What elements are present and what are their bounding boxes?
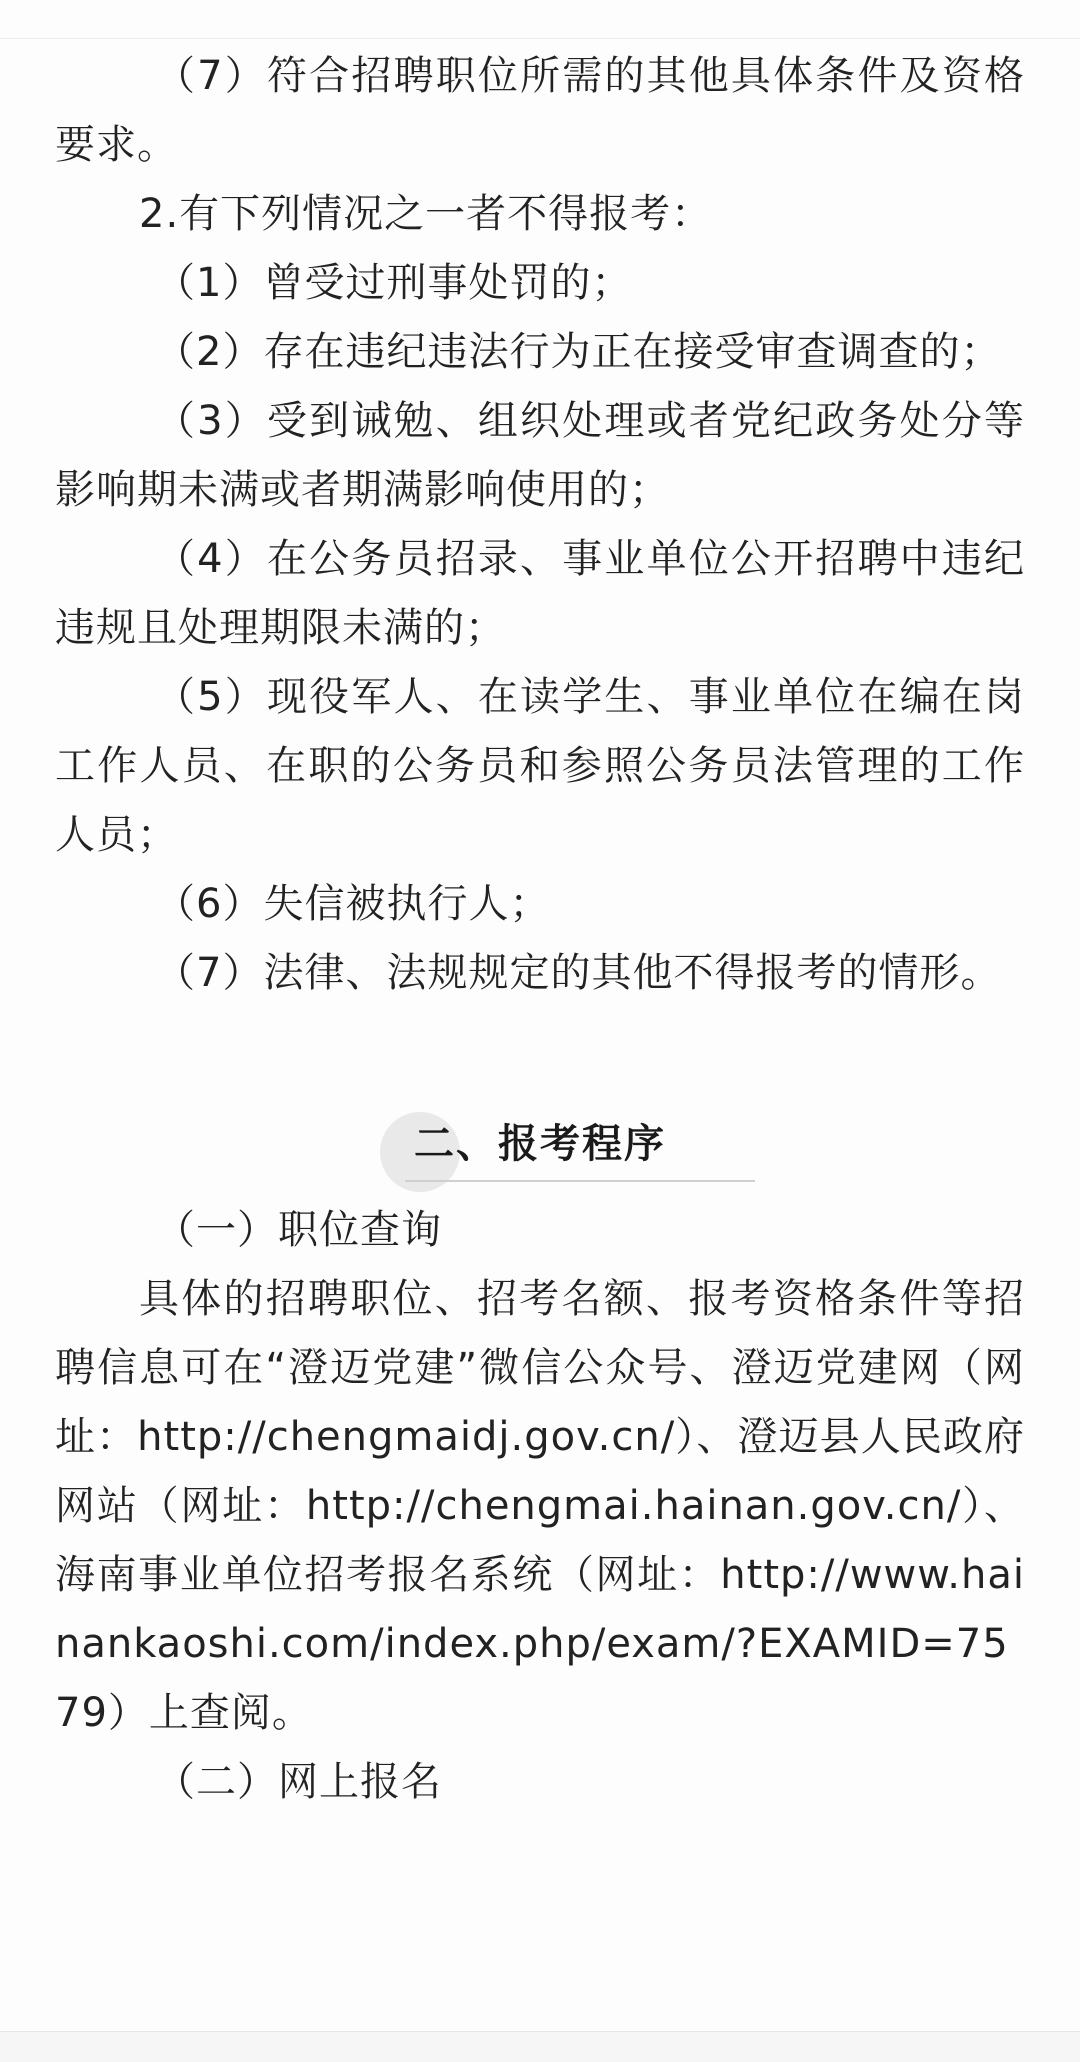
paragraph: （7）符合招聘职位所需的其他具体条件及资格要求。 — [55, 53, 1025, 168]
section-heading — [55, 1102, 1025, 1196]
article-body — [55, 42, 1025, 1817]
subheading: （二）网上报名 — [155, 1759, 442, 1805]
paragraph: （4）在公务员招录、事业单位公开招聘中违纪违规且处理期限未满的； — [55, 536, 1025, 651]
paragraph: （3）受到诫勉、组织处理或者党纪政务处分等影响期未满或者期满影响使用的； — [55, 398, 1025, 513]
heading-underline — [405, 1180, 755, 1182]
paragraph: 2.有下列情况之一者不得报考： — [139, 191, 713, 237]
paragraph: （6）失信被执行人； — [155, 881, 551, 927]
paragraph: 具体的招聘职位、招考名额、报考资格条件等招聘信息可在“澄迈党建”微信公众号、澄迈党建网（网址：http://chengmaidj.gov.cn/）、澄迈县人民政府网站（网址：http://chengmai.hainan.gov.cn/）、海南事业单位招考报名系统（网址：http://www.hainankaoshi.com/index.php/exam/?EXAMID=7579）上查阅。 — [55, 1276, 1025, 1736]
top-divider — [0, 38, 1080, 39]
section-heading-text: 二、报考程序 — [414, 1121, 666, 1167]
paragraph: （5）现役军人、在读学生、事业单位在编在岗工作人员、在职的公务员和参照公务员法管理的工作人员； — [55, 674, 1025, 858]
paragraph: （1）曾受过刑事处罚的； — [155, 260, 633, 306]
section-spacer — [55, 1008, 1025, 1102]
paragraph: （2）存在违纪违法行为正在接受审查调查的； — [155, 329, 1002, 375]
subheading: （一）职位查询 — [155, 1207, 442, 1253]
bottom-bar — [0, 2031, 1080, 2062]
paragraph: （7）法律、法规规定的其他不得报考的情形。 — [155, 950, 1002, 996]
